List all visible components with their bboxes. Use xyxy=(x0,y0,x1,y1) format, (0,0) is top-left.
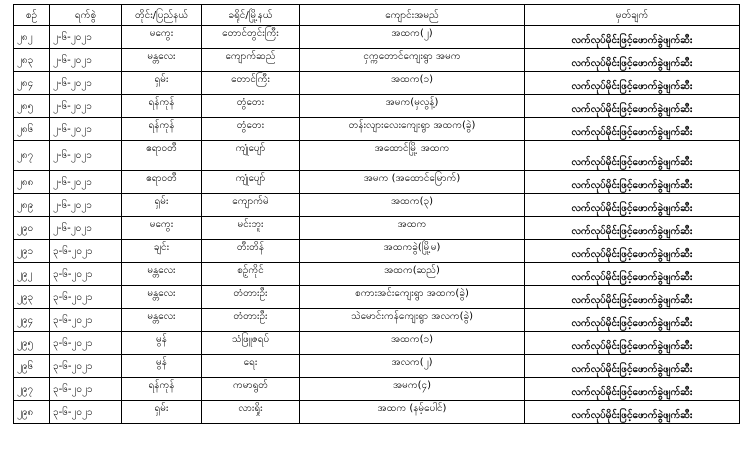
cell-remark: လက်လုပ်မိုင်းဖြင့်ဖောက်ခွဲဖျက်ဆီး xyxy=(525,263,740,286)
cell-remark: လက်လုပ်မိုင်းဖြင့်ဖောက်ခွဲဖျက်ဆီး xyxy=(525,378,740,401)
cell-no: ၂၉၆ xyxy=(14,355,50,378)
cell-remark: လက်လုပ်မိုင်းဖြင့်ဖောက်ခွဲဖျက်ဆီး xyxy=(525,171,740,194)
cell-township: ရေး xyxy=(202,355,300,378)
cell-township: တွံတေး xyxy=(202,95,300,118)
incident-table-container xyxy=(13,4,739,424)
cell-no: ၂၉၁ xyxy=(14,240,50,263)
table-row xyxy=(14,217,740,240)
cell-date: ၂-၆-၂၀၂၁ xyxy=(50,171,122,194)
cell-remark: လက်လုပ်မိုင်းဖြင့်ဖောက်ခွဲဖျက်ဆီး xyxy=(525,95,740,118)
cell-no: ၂၈၆ xyxy=(14,118,50,141)
table-body xyxy=(14,26,740,424)
cell-no: ၂၉၃ xyxy=(14,286,50,309)
cell-remark: လက်လုပ်မိုင်းဖြင့်ဖောက်ခွဲဖျက်ဆီး xyxy=(525,286,740,309)
cell-no: ၂၉၅ xyxy=(14,332,50,355)
cell-no: ၂၈၈ xyxy=(14,171,50,194)
table-row xyxy=(14,263,740,286)
cell-date: ၃-၆-၂၀၂၁ xyxy=(50,332,122,355)
cell-region: ရှမ်း xyxy=(122,401,202,424)
cell-remark: လက်လုပ်မိုင်းဖြင့်ဖောက်ခွဲဖျက်ဆီး xyxy=(525,332,740,355)
cell-region: ဧရာဝတီ xyxy=(122,171,202,194)
cell-date: ၃-၆-၂၀၂၁ xyxy=(50,286,122,309)
cell-school-name: အမက(၄) xyxy=(300,378,525,401)
cell-date: ၂-၆-၂၀၂၁ xyxy=(50,95,122,118)
cell-region: ချင်း xyxy=(122,240,202,263)
table-row xyxy=(14,378,740,401)
table-row xyxy=(14,355,740,378)
cell-remark: လက်လုပ်မိုင်းဖြင့်ဖောက်ခွဲဖျက်ဆီး xyxy=(525,49,740,72)
cell-school-name: ငှက္ကတောင်ကျေးရွာ အမက xyxy=(300,49,525,72)
cell-region: ရှမ်း xyxy=(122,72,202,95)
cell-region: မွန် xyxy=(122,332,202,355)
cell-date: ၂-၆-၂၀၂၁ xyxy=(50,49,122,72)
cell-school-name: အထောင်မြို့ အထက xyxy=(300,141,525,171)
cell-region: မန္တလေး xyxy=(122,286,202,309)
cell-school-name: သဲမောင်းကန်ကျေးရွာ အလက(ခွဲ) xyxy=(300,309,525,332)
cell-no: ၂၉၈ xyxy=(14,401,50,424)
cell-date: ၂-၆-၂၀၂၁ xyxy=(50,26,122,49)
cell-region: ရန်ကုန် xyxy=(122,118,202,141)
cell-no: ၂၈၇ xyxy=(14,141,50,171)
table-row xyxy=(14,171,740,194)
cell-no: ၂၈၉ xyxy=(14,194,50,217)
table-row xyxy=(14,26,740,49)
cell-no: ၂၉၀ xyxy=(14,217,50,240)
cell-township: ကျုံပျော် xyxy=(202,141,300,171)
header-date: ရက်စွဲ xyxy=(50,5,122,26)
cell-region: ဧရာဝတီ xyxy=(122,141,202,171)
table-row xyxy=(14,118,740,141)
table-row xyxy=(14,72,740,95)
header-remark: မှတ်ချက် xyxy=(525,5,740,26)
cell-township: တွံတေး xyxy=(202,118,300,141)
cell-remark: လက်လုပ်မိုင်းဖြင့်ဖောက်ခွဲဖျက်ဆီး xyxy=(525,401,740,424)
table-row xyxy=(14,49,740,72)
cell-region: မန္တလေး xyxy=(122,263,202,286)
table-row xyxy=(14,95,740,118)
cell-region: မန္တလေး xyxy=(122,309,202,332)
incident-table xyxy=(13,4,740,424)
cell-date: ၂-၆-၂၀၂၁ xyxy=(50,118,122,141)
table-row xyxy=(14,141,740,171)
cell-date: ၂-၆-၂၀၂၁ xyxy=(50,217,122,240)
cell-remark: လက်လုပ်မိုင်းဖြင့်ဖောက်ခွဲဖျက်ဆီး xyxy=(525,194,740,217)
cell-date: ၂-၆-၂၀၂၁ xyxy=(50,141,122,171)
cell-school-name: အထက(၂) xyxy=(300,26,525,49)
cell-date: ၃-၆-၂၀၂၁ xyxy=(50,263,122,286)
header-region: တိုင်း/ပြည်နယ် xyxy=(122,5,202,26)
cell-no: ၂၉၄ xyxy=(14,309,50,332)
cell-date: ၃-၆-၂၀၂၁ xyxy=(50,240,122,263)
cell-township: ကျောက်မဲ xyxy=(202,194,300,217)
cell-school-name: တန်းလျားလေးကျေးရွာ အထက(ခွဲ) xyxy=(300,118,525,141)
cell-no: ၂၉၂ xyxy=(14,263,50,286)
cell-region: မကွေး xyxy=(122,26,202,49)
cell-township: ကျုံပျော် xyxy=(202,171,300,194)
cell-region: မွန် xyxy=(122,355,202,378)
cell-region: ရန်ကုန် xyxy=(122,95,202,118)
cell-school-name: အထက(ဆည်) xyxy=(300,263,525,286)
cell-school-name: အလက(၂) xyxy=(300,355,525,378)
cell-school-name: အထက(၁) xyxy=(300,72,525,95)
cell-date: ၃-၆-၂၀၂၁ xyxy=(50,355,122,378)
table-row xyxy=(14,286,740,309)
cell-remark: လက်လုပ်မိုင်းဖြင့်ဖောက်ခွဲဖျက်ဆီး xyxy=(525,26,740,49)
header-no: စဉ် xyxy=(14,5,50,26)
cell-township: စဉ့်ကိုင် xyxy=(202,263,300,286)
header-row xyxy=(14,5,740,26)
cell-township: သံဖြူဇရပ် xyxy=(202,332,300,355)
cell-township: ကျောက်ဆည် xyxy=(202,49,300,72)
cell-date: ၃-၆-၂၀၂၁ xyxy=(50,401,122,424)
cell-no: ၂၈၂ xyxy=(14,26,50,49)
cell-remark: လက်လုပ်မိုင်းဖြင့်ဖောက်ခွဲဖျက်ဆီး xyxy=(525,72,740,95)
cell-remark: လက်လုပ်မိုင်းဖြင့်ဖောက်ခွဲဖျက်ဆီး xyxy=(525,118,740,141)
cell-remark: လက်လုပ်မိုင်းဖြင့်ဖောက်ခွဲဖျက်ဆီး xyxy=(525,355,740,378)
cell-region: မန္တလေး xyxy=(122,49,202,72)
cell-school-name: အမက (အထောင်မြောက်) xyxy=(300,171,525,194)
cell-school-name: အထက xyxy=(300,217,525,240)
cell-date: ၃-၆-၂၀၂၁ xyxy=(50,378,122,401)
cell-remark: လက်လုပ်မိုင်းဖြင့်ဖောက်ခွဲဖျက်ဆီး xyxy=(525,240,740,263)
table-row xyxy=(14,401,740,424)
cell-school-name: အထက (နမ့်ပေါင်) xyxy=(300,401,525,424)
header-township: ခရိုင်/မြို့နယ် xyxy=(202,5,300,26)
cell-no: ၂၈၃ xyxy=(14,49,50,72)
cell-school-name: အထက(၃) xyxy=(300,194,525,217)
cell-date: ၂-၆-၂၀၂၁ xyxy=(50,194,122,217)
cell-remark: လက်လုပ်မိုင်းဖြင့်ဖောက်ခွဲဖျက်ဆီး xyxy=(525,141,740,171)
cell-township: လားရှိုး xyxy=(202,401,300,424)
table-row xyxy=(14,332,740,355)
cell-township: တောင်ကြီး xyxy=(202,72,300,95)
cell-school-name: အထကခွဲ(မြို့မ) xyxy=(300,240,525,263)
cell-region: မကွေး xyxy=(122,217,202,240)
cell-township: တောင်တွင်းကြီး xyxy=(202,26,300,49)
cell-no: ၂၈၅ xyxy=(14,95,50,118)
cell-township: တံတားဦး xyxy=(202,286,300,309)
header-school-name: ကျောင်းအမည် xyxy=(300,5,525,26)
cell-school-name: စကားအင်းကျေးရွာ အထက(ခွဲ) xyxy=(300,286,525,309)
cell-township: ကမာရွတ် xyxy=(202,378,300,401)
cell-township: မင်းဘူး xyxy=(202,217,300,240)
cell-region: ရှမ်း xyxy=(122,194,202,217)
cell-township: တီးတိန် xyxy=(202,240,300,263)
table-row xyxy=(14,309,740,332)
cell-school-name: အထက(၁) xyxy=(300,332,525,355)
cell-township: တံတားဦး xyxy=(202,309,300,332)
cell-remark: လက်လုပ်မိုင်းဖြင့်ဖောက်ခွဲဖျက်ဆီး xyxy=(525,217,740,240)
cell-date: ၂-၆-၂၀၂၁ xyxy=(50,72,122,95)
cell-no: ၂၉၇ xyxy=(14,378,50,401)
cell-no: ၂၈၄ xyxy=(14,72,50,95)
table-row xyxy=(14,240,740,263)
cell-school-name: အမက(မှလွန့်) xyxy=(300,95,525,118)
table-row xyxy=(14,194,740,217)
cell-remark: လက်လုပ်မိုင်းဖြင့်ဖောက်ခွဲဖျက်ဆီး xyxy=(525,309,740,332)
cell-region: ရန်ကုန် xyxy=(122,378,202,401)
cell-date: ၃-၆-၂၀၂၁ xyxy=(50,309,122,332)
